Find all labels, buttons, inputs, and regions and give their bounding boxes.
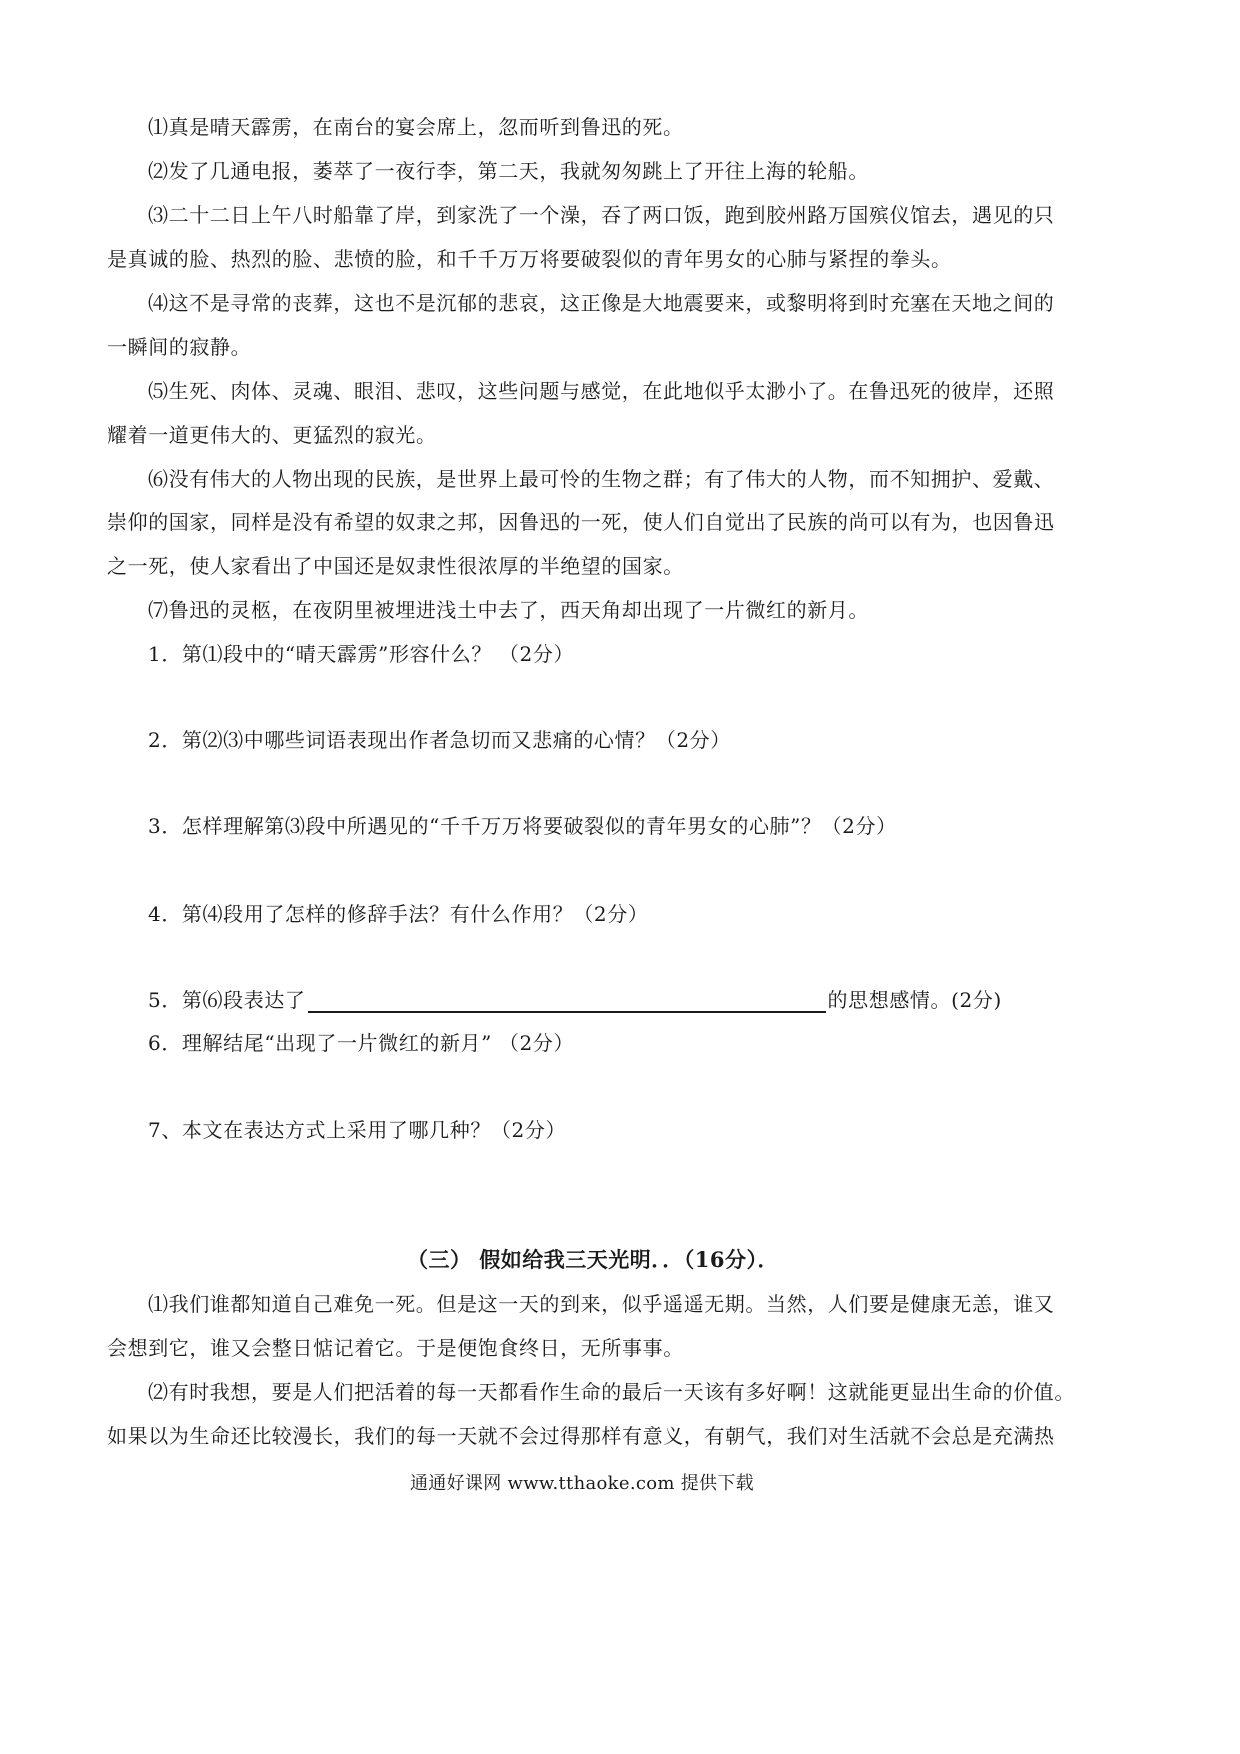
paragraph-2: ⑵发了几通电报，萎萃了一夜行李，第二天，我就匆匆跳上了开往上海的轮船。	[148, 159, 869, 183]
paragraph-3-line-1: ⑶二十二日上午八时船靠了岸，到家洗了一个澡，吞了两口饭，跑到胶州路万国殡仪馆去，遇见的只	[148, 203, 1055, 227]
question-5-prefix: 5．第⑹段表达了	[148, 988, 306, 1012]
paragraph-7: ⑺鲁迅的灵柩，在夜阴里被埋进浅土中去了，西天角却出现了一片微红的新月。	[148, 598, 869, 622]
page-footer: 通通好课网 www.tthaoke.com 提供下载	[410, 1473, 754, 1494]
section-3-title: （三） 假如给我三天光明．．（16分）．	[407, 1247, 780, 1272]
paragraph-6-line-1: ⑹没有伟大的人物出现的民族，是世界上最可怜的生物之群；有了伟大的人物，而不知拥护、爱戴、	[148, 467, 1055, 491]
question-3: 3．怎样理解第⑶段中所遇见的“千千万万将要破裂似的青年男女的心肺”？（2分）	[148, 814, 897, 838]
question-2: 2．第⑵⑶中哪些词语表现出作者急切而又悲痛的心情？（2分）	[148, 728, 731, 752]
paragraph-4-line-1: ⑷这不是寻常的丧葬，这也不是沉郁的悲哀，这正像是大地震要来，或黎明将到时充塞在天地之间的	[148, 291, 1055, 315]
paragraph-5-line-2: 耀着一道更伟大的、更猛烈的寂光。	[107, 423, 437, 447]
paragraph-6-line-3: 之一死，使人家看出了中国还是奴隶性很浓厚的半绝望的国家。	[107, 554, 684, 578]
paragraph-5-line-1: ⑸生死、肉体、灵魂、眼泪、悲叹，这些问题与感觉，在此地似乎太渺小了。在鲁迅死的彼岸，还照	[148, 379, 1055, 403]
section-3-paragraph-1-line-2: 会想到它，谁又会整日惦记着它。于是便饱食终日，无所事事。	[107, 1336, 684, 1360]
paragraph-4-line-2: 一瞬间的寂静。	[107, 335, 252, 359]
section-3-paragraph-2-line-1: ⑵有时我想，要是人们把活着的每一天都看作生命的最后一天该有多好啊！这就能更显出生命的价值。	[148, 1380, 1075, 1404]
paragraph-3-line-2: 是真诚的脸、热烈的脸、悲愤的脸，和千千万万将要破裂似的青年男女的心肺与紧捏的拳头。	[107, 247, 952, 271]
question-5	[148, 987, 1002, 1013]
question-7: 7、本文在表达方式上采用了哪几种？（2分）	[148, 1118, 567, 1142]
question-5-suffix: 的思想感情。(2分)	[827, 988, 1002, 1012]
paragraph-6-line-2: 崇仰的国家，同样是没有希望的奴隶之邦，因鲁迅的一死，使人们自觉出了民族的尚可以有为，也因鲁迅	[107, 510, 1055, 534]
paragraph-1: ⑴真是晴天霹雳，在南台的宴会席上，忽而听到鲁迅的死。	[148, 115, 684, 139]
section-3-paragraph-2-line-2: 如果以为生命还比较漫长，我们的每一天就不会过得那样有意义，有朝气，我们对生活就不会总是充满热	[107, 1424, 1055, 1448]
question-4: 4．第⑷段用了怎样的修辞手法？有什么作用？（2分）	[148, 902, 649, 926]
question-6: 6．理解结尾“出现了一片微红的新月” （2分）	[148, 1031, 575, 1055]
answer-blank[interactable]	[308, 989, 826, 1013]
section-3-paragraph-1-line-1: ⑴我们谁都知道自己难免一死。但是这一天的到来，似乎遥遥无期。当然，人们要是健康无恙，谁又	[148, 1292, 1055, 1316]
question-1: 1．第⑴段中的“晴天霹雳”形容什么？ （2分）	[148, 642, 575, 666]
